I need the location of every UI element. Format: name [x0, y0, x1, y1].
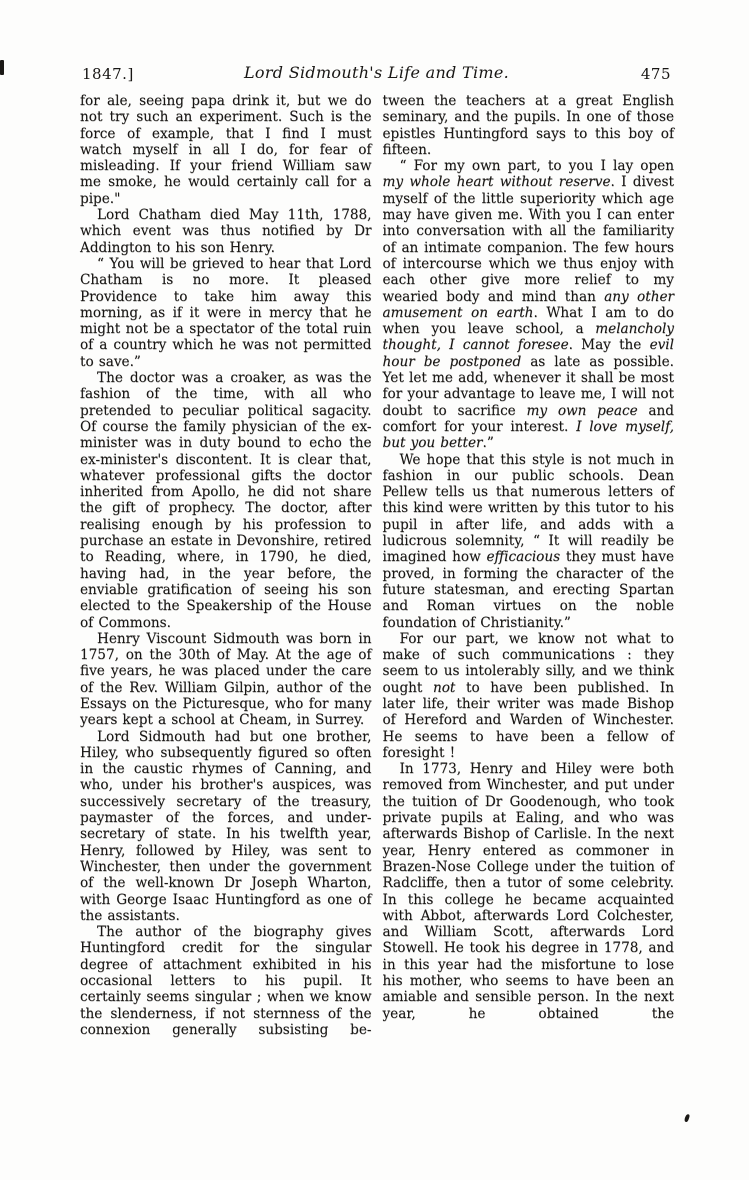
text-run: tween the teachers at a great English seminary, and the pupils. In one of those epistles Huntingford says to this boy of fifteen. [382, 93, 674, 158]
text-run: for ale, seeing papa drink it, but we do not try such an experiment. Such is the force of example, that I find I must watch myself in all I do, for fear of misleading. If your friend William saw me smoke, he would certainly call for a pipe." [80, 93, 372, 207]
paragraph [80, 631, 372, 729]
italic-text-run: efficacious [486, 549, 561, 566]
text-run: Lord Chatham died May 11th, 1788, which event was thus notified by Dr Addington to his son Henry. [80, 207, 372, 256]
text-run: to have been published. In later life, their writer was made Bishop of Hereford and Warden of Winchester. He seems to have been a fellow of foresight ! [382, 679, 674, 761]
paragraph [383, 158, 675, 451]
paragraph [80, 207, 372, 256]
paragraph [383, 761, 675, 1022]
text-run: Henry Viscount Sidmouth was born in 1757, on the 30th of May. At the age of five years, he was placed under the care of the Rev. William Gilpin, author of the Essays on the Picturesque, who for many years kept a school at Cheam, in Surrey. [80, 630, 372, 729]
text-run: . May the [568, 337, 650, 354]
italic-text-run: my whole heart without reserve [382, 174, 611, 191]
text-run: For our part, we know not what to make of such communications : they seem to us intolerably silly, and we think ought [382, 630, 674, 696]
text-run: . I divest myself of the little superiority which age may have given me. With you I can enter into conversation with all the familiarity of an intimate companion. The few hours of intercourse which we thus enjoy with each other give more relief to my wearied body and mind than [382, 174, 674, 305]
paragraph [80, 256, 372, 370]
text-run: as late as possible. Yet let me add, whenever it shall be most for your advantage to leave me, I will not doubt to sacrifice [382, 353, 674, 419]
paragraph [383, 93, 675, 158]
paragraph [80, 93, 372, 207]
right-column [383, 93, 675, 1038]
running-title: Lord Sidmouth's Life and Time. [244, 63, 509, 82]
ink-speck-bottom-right [684, 1114, 690, 1123]
ink-speck-left-edge [0, 60, 4, 75]
text-run: and comfort for your interest. [382, 402, 674, 435]
header-year: 1847.] [82, 65, 134, 83]
text-columns [80, 93, 674, 1038]
paragraph [80, 924, 372, 1038]
text-run: “ You will be grieved to hear that Lord Chatham is no more. It pleased Providence to take him away this morning, as if it were in mercy that he might not be a spectator of the total ruin of a country which he was not permitted to save.” [80, 255, 372, 370]
text-run: they must have proved, in forming the character of the future statesman, and erecting Spartan and Roman virtues on the noble foundation of Christianity.” [382, 549, 674, 631]
page-header [82, 63, 671, 85]
left-column [80, 93, 372, 1038]
italic-text-run: my own peace [526, 402, 638, 419]
italic-text-run: any other amusement on earth [382, 288, 674, 321]
text-run: We hope that this style is not much in fashion in our public schools. Dean Pellew tells us that numerous letters of this kind were written by this tutor to his pupil in after life, and adds with a ludicrous solemnity, “ It will readily be imagined how [382, 451, 674, 566]
text-run: “ For my own part, to you I lay open [399, 158, 674, 175]
text-run: The author of the biography gives Huntingford credit for the singular degree of attachment exhibited in his occasional letters to his pupil. It certainly seems singular ; when we know the slenderness, if not sternness of the connexion generally subsisting be- [80, 924, 372, 1038]
italic-text-run: not [432, 679, 456, 696]
text-run: .” [482, 435, 494, 452]
paragraph [383, 631, 675, 761]
paragraph [80, 370, 372, 631]
page-number: 475 [640, 65, 671, 83]
italic-text-run: evil hour be postponed [382, 337, 674, 370]
text-run: In 1773, Henry and Hiley were both removed from Winchester, and put under the tuition of Dr Goodenough, who took private pupils at Ealing, and who was afterwards Bishop of Carlisle. In the next year, Henry entered as commoner in Brazen-Nose College under the tuition of Radcliffe, then a tutor of some celebrity. In this college he became acquainted with Abbot, afterwards Lord Colchester, and William Scott, afterwards Lord Stowell. He took his degree in 1778, and in this year had the misfortune to lose his mother, who seems to have been an amiable and sensible person. In the next year, he obtained the [382, 761, 674, 1022]
text-run: . What I am to do when you leave school, a [382, 304, 674, 338]
paragraph [383, 452, 675, 631]
paragraph [80, 729, 372, 925]
text-run: Lord Sidmouth had but one brother, Hiley, who subsequently figured so often in the caustic rhymes of Canning, and who, under his brother's auspices, was successively secretary of the treasury, paymaster of the forces, and under-secretary of state. In his twelfth year, Henry, followed by Hiley, was sent to Winchester, then under the government of the well-known Dr Joseph Wharton, with George Isaac Huntingford as one of the assistants. [80, 728, 372, 924]
text-run: The doctor was a croaker, as was the fashion of the time, with all who pretended to peculiar political sagacity. Of course the family physician of the ex-minister was in duty bound to echo the ex-minister's discontent. It is clear that, whatever professional gifts the doctor inherited from Apollo, he did not share the gift of prophecy. The doctor, after realising enough by his profession to purchase an estate in Devonshire, retired to Reading, where, in 1790, he died, having had, in the year before, the enviable gratification of seeing his son elected to the Speakership of the House of Commons. [80, 370, 372, 631]
italic-text-run: I love myself, but you better [382, 418, 674, 452]
italic-text-run: melancholy thought, I cannot foresee [382, 321, 674, 354]
